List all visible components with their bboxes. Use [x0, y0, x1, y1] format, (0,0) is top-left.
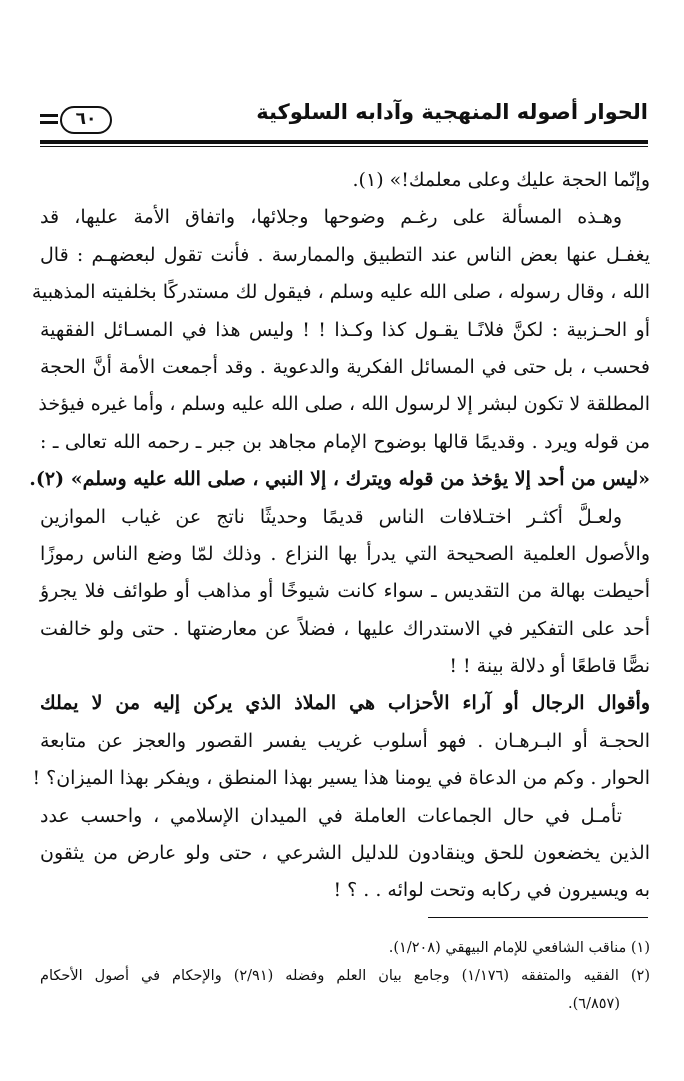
text-line: الحوار . وكم من الدعاة في يومنا هذا يسير بهذا المنطق ، ويفكر بهذا الميزان؟ !: [32, 767, 650, 790]
text-line: وهـذه المسألة على رغـم وضوحها وجلائها، واتفاق الأمة عليها، قد: [40, 206, 622, 229]
text-line: والأصول العلمية الصحيحة التي يدرأ بها النزاع . وذلك لمّا وضع الناس رموزًا: [40, 542, 650, 565]
footnote-rule: [428, 917, 648, 918]
text-line: وإنّما الحجة عليك وعلى معلمك!» (١).: [352, 169, 650, 191]
header-ornament: [40, 121, 58, 124]
text-line: تأمـل في حال الجماعات العاملة في الميدان الإسلامي ، واحسب عدد: [40, 804, 622, 827]
text-line: نصًّا قاطعًا أو دلالة بينة ! !: [449, 655, 650, 678]
text-line: ولعـلَّ أكثـر اختـلافات الناس قديمًا وحديثًا ناتج عن غياب الموازين: [40, 505, 622, 528]
header-rule: [40, 146, 648, 147]
text-line: أحد على التفكير في الاستدراك عليها ، فضلاً عن معارضتها . حتى ولو خالفت: [40, 617, 650, 640]
text-line: أحيطت بهالة من التقديس ـ سواء كانت شيوخًا أو مذاهب أو طوائف فلا يجرؤ: [40, 580, 650, 603]
text-line: يغفـل عنها بعض الناس عند التطبيق والممارسة . فأنت تقول لبعضهـم : قال: [40, 243, 650, 266]
header-rule: [40, 140, 648, 144]
page-number: ٦٠: [60, 106, 112, 134]
running-header: [40, 100, 648, 148]
text-line: الذين يخضعون للحق وينقادون للدليل الشرعي ، حتى ولو عارض من يثقون: [40, 842, 650, 865]
text-line: فحسب ، بل حتى في المسائل الفكرية والدعوية . وقد أجمعت الأمة أنَّ الحجة: [40, 355, 650, 378]
body-text: [29, 162, 650, 910]
text-line: به ويسيرون في ركابه وتحت لوائه . . ؟ !: [333, 879, 650, 902]
footnotes: [40, 934, 650, 1018]
footnote: (٢) الفقيه والمتفقه (١/١٧٦) وجامع بيان العلم وفضله (٢/٩١) والإحكام في أصول الأحكام: [40, 968, 651, 984]
text-line: أو الحـزبية : لكنَّ فلانًـا يقـول كذا وكـذا ! ! وليس هذا في المسـائل الفقهية: [40, 318, 650, 341]
text-line: المطلقة لا تكون لبشر إلا لرسول الله ، صلى الله عليه وسلم ، وأما غيره فيؤخذ: [38, 393, 650, 416]
text-line: الحجـة أو البـرهـان . فهو أسلوب غريب يفسر القصور والعجز عن متابعة: [40, 729, 650, 752]
quote-line: «ليس من أحد إلا يؤخذ من قوله ويترك ، إلا النبي ، صلى الله عليه وسلم» (٢).: [29, 468, 650, 491]
header-ornament: [40, 114, 58, 117]
header-title: الحوار أصوله المنهجية وآدابه السلوكية: [256, 100, 648, 124]
emphasis-line: وأقوال الرجال أو آراء الأحزاب هي الملاذ الذي يركن إليه من لا يملك: [40, 692, 650, 715]
text-line: الله ، وقال رسوله ، صلى الله عليه وسلم ، فيقول لك مستدركًا بخلفيته المذهبية: [31, 281, 650, 304]
text-line: من قوله ويرد . وقديمًا قالها بوضوح الإمام مجاهد بن جبر ـ رحمه الله تعالى ـ :: [40, 430, 650, 453]
footnote: (١) مناقب الشافعي للإمام البيهقي (١/٢٠٨).: [388, 940, 650, 956]
footnote: (٦/٨٥٧).: [568, 996, 620, 1012]
